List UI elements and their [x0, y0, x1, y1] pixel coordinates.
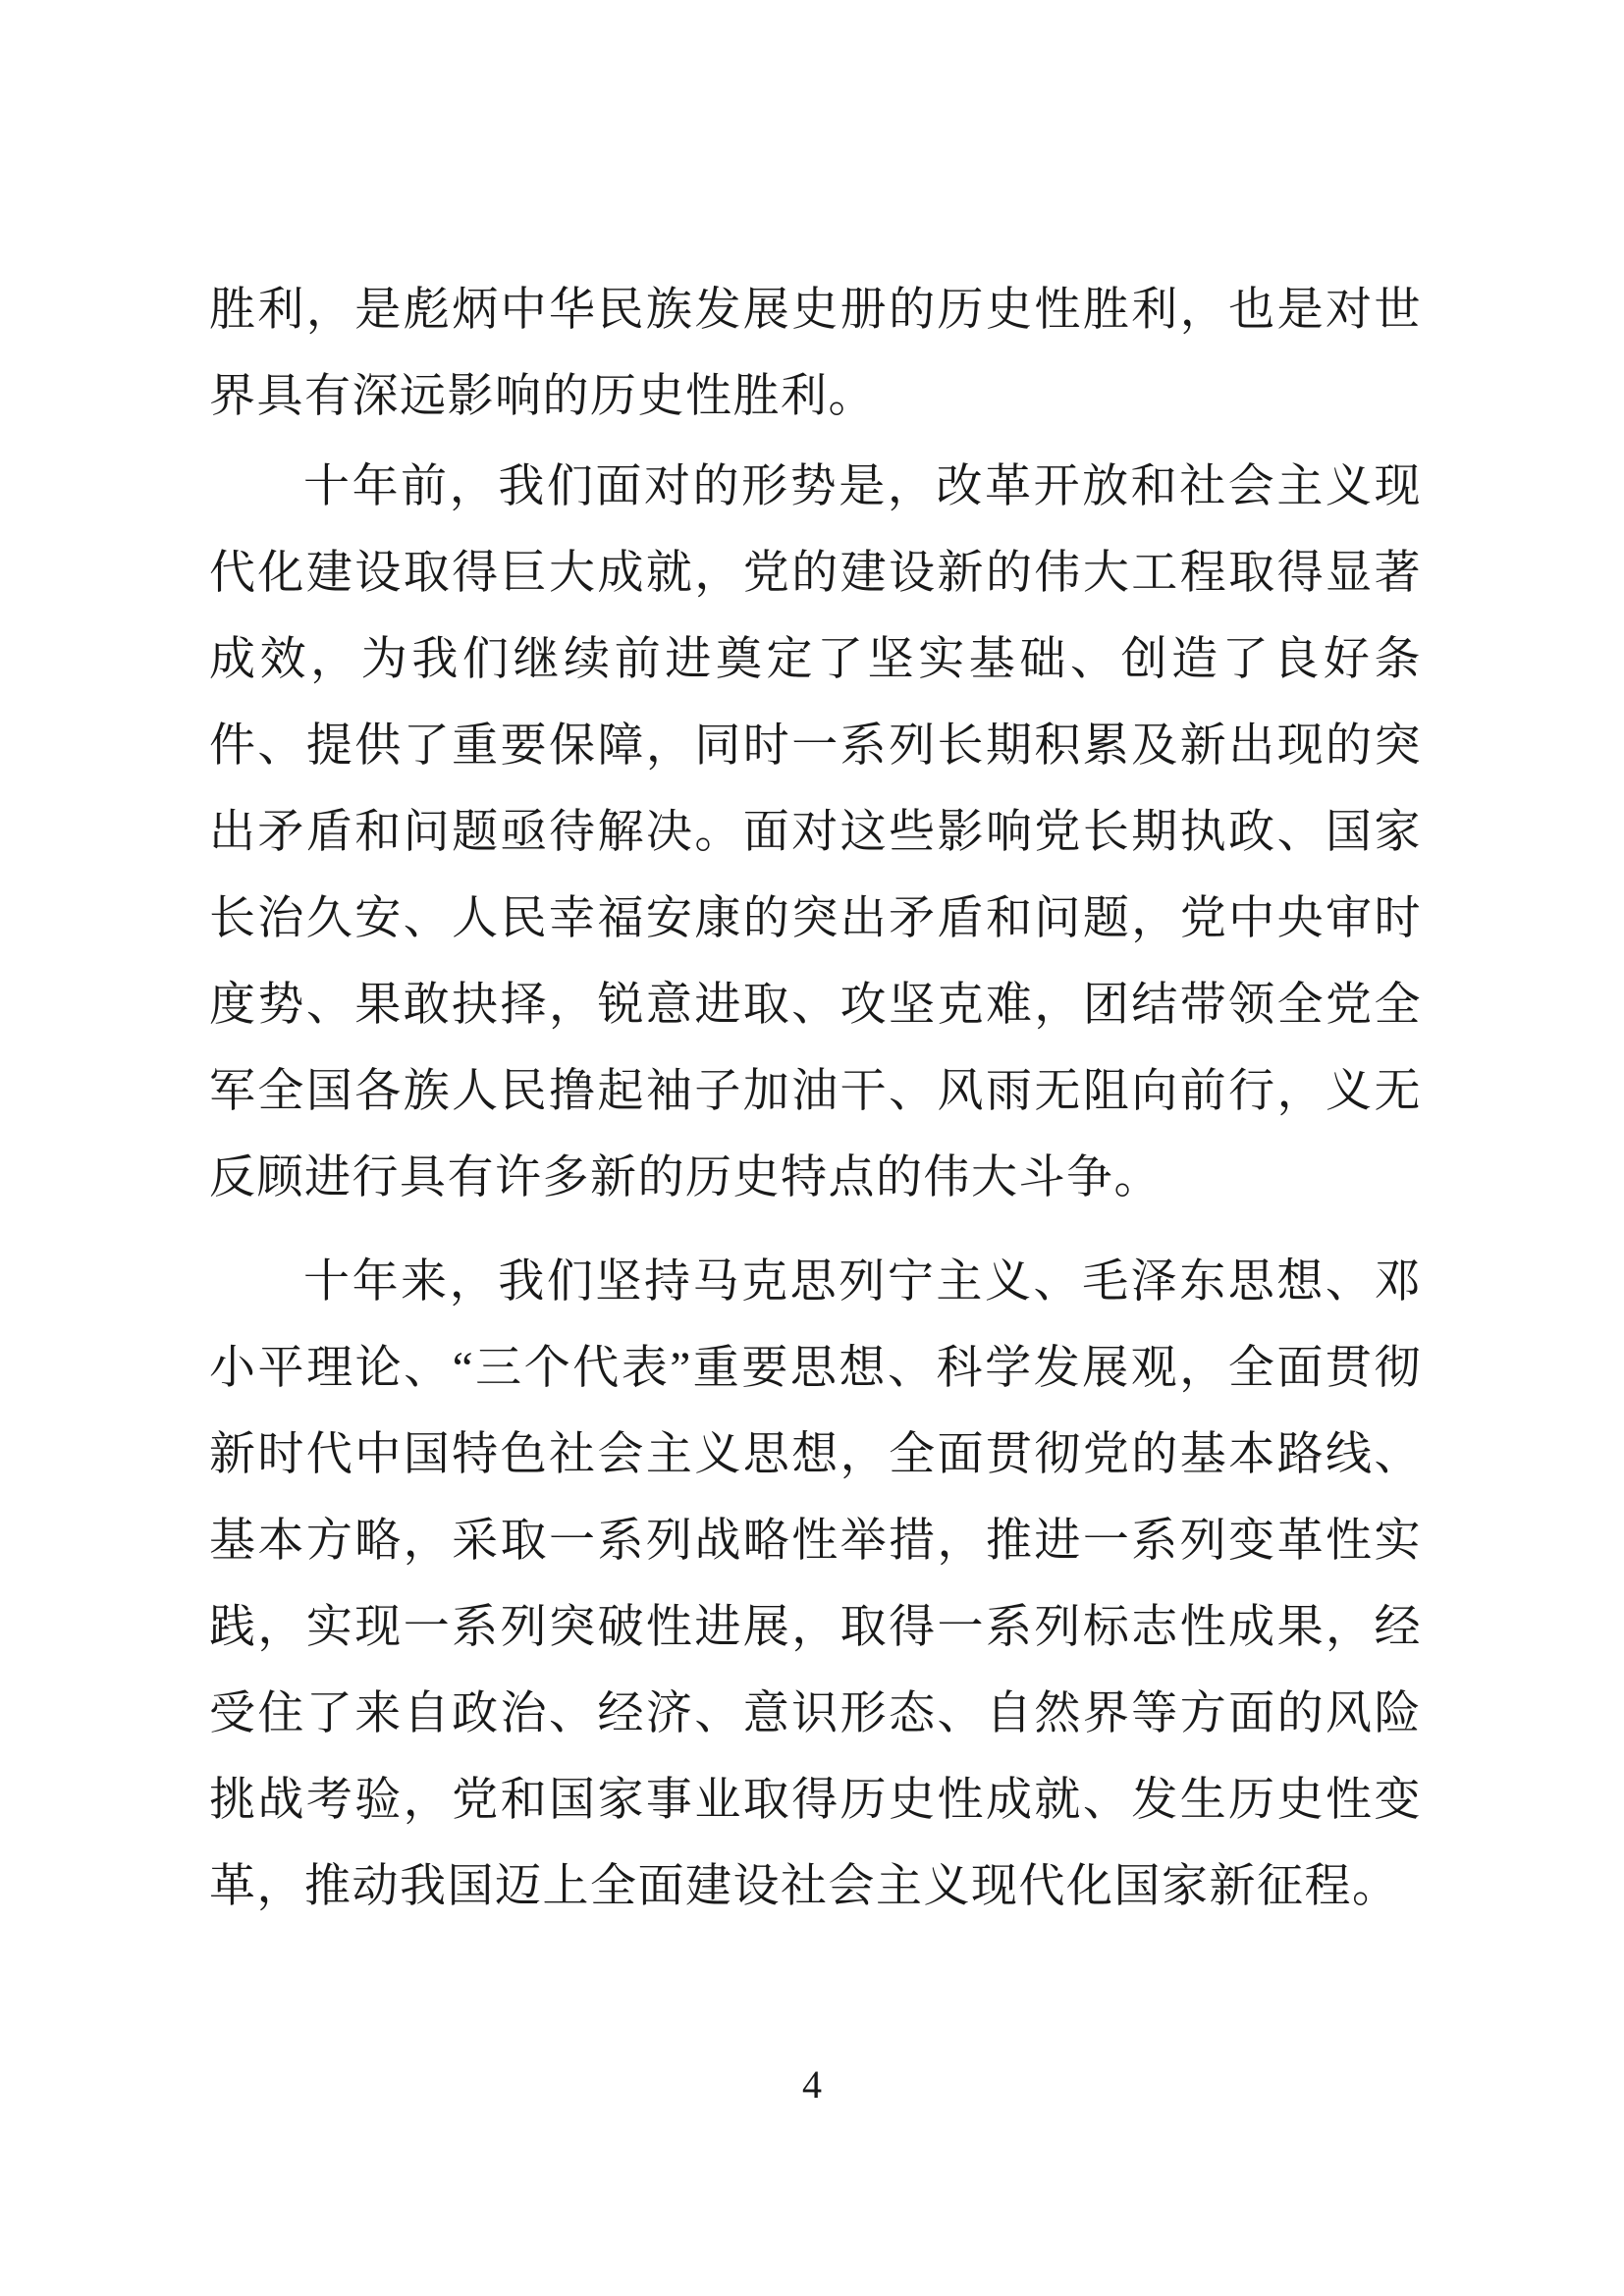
page-number: 4 [802, 2062, 822, 2107]
paragraph-spacer [209, 1221, 1422, 1239]
page-body [209, 267, 1422, 1930]
paragraph-2: 十年前，我们面对的形势是，改革开放和社会主义现代化建设取得巨大成就，党的建设新的伟大工程取得显著成效，为我们继续前进奠定了坚实基础、创造了良好条件、提供了重要保障，同时一系列长期积累及新出现的突出矛盾和问题亟待解决。面对这些影响党长期执政、国家长治久安、人民幸福安康的突出矛盾和问题，党中央审时度势、果敢抉择，锐意进取、攻坚克难，团结带领全党全军全国各族人民撸起袖子加油干、风雨无阻向前行，义无反顾进行具有许多新的历史特点的伟大斗争。 [209, 461, 1422, 1203]
paragraph-1: 胜利，是彪炳中华民族发展史册的历史性胜利，也是对世界具有深远影响的历史性胜利。 [209, 285, 1422, 422]
paragraph-3: 十年来，我们坚持马克思列宁主义、毛泽东思想、邓小平理论、“三个代表”重要思想、科学发展观，全面贯彻新时代中国特色社会主义思想，全面贯彻党的基本路线、基本方略，采取一系列战略性举措，推进一系列变革性实践，实现一系列突破性进展，取得一系列标志性成果，经受住了来自政治、经济、意识形态、自然界等方面的风险挑战考验，党和国家事业取得历史性成就、发生历史性变革，推动我国迈上全面建设社会主义现代化国家新征程。 [209, 1256, 1422, 1912]
